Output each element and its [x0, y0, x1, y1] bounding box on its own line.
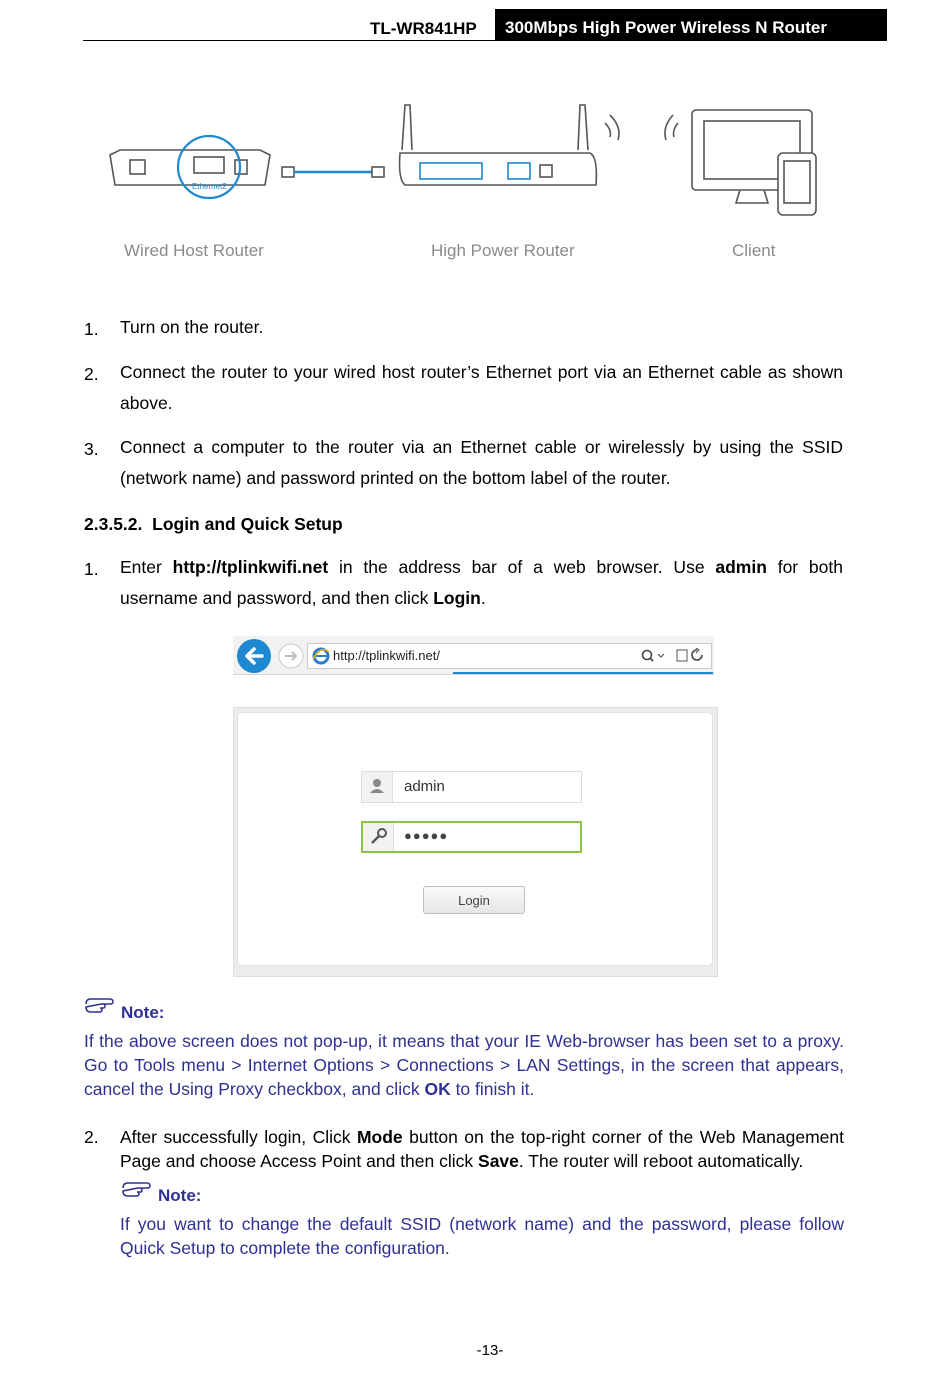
label-client: Client — [732, 241, 776, 260]
step-number: 1. — [84, 559, 99, 579]
pointing-hand-icon — [121, 1180, 151, 1198]
search-icon — [643, 651, 654, 662]
step-text: Connect the router to your wired host router’s Ethernet port via an Ethernet cable as shown above. — [120, 362, 843, 413]
url-bold: http://tplinkwifi.net — [172, 557, 329, 577]
header-rule — [83, 40, 887, 41]
address-underline — [453, 672, 713, 674]
note-title: Note: — [121, 1003, 165, 1022]
key-icon-box — [363, 823, 394, 851]
section-title: Login and Quick Setup — [152, 514, 343, 534]
page-number: -13- — [476, 1342, 504, 1359]
client-devices-icon — [692, 110, 816, 215]
note-text: If you want to change the default SSID (network name) and the password, please follow Quick Setup to complete the configuration. — [120, 1214, 844, 1258]
step-number: 1. — [84, 319, 99, 339]
manual-model-name: TL-WR841HP — [370, 19, 477, 38]
user-icon-box — [362, 772, 393, 802]
step-text: Enter http://tplinkwifi.net in the address bar of a web browser. Use admin for both username and password, and then click Login. — [120, 557, 843, 608]
note-text: If the above screen does not pop-up, it means that your IE Web-browser has been set to a proxy. Go to Tools menu > Internet Options > Connections > LAN Settings, in the screen that appears, cancel the Using Proxy checkbox, and click OK to finish it. — [84, 1031, 844, 1099]
step-number: 2. — [84, 1127, 99, 1147]
wifi-signal-icon — [605, 115, 678, 140]
label-wired-host-router: Wired Host Router — [124, 241, 264, 260]
password-value: ●●●●● — [404, 828, 449, 843]
step-text: Connect a computer to the router via an Ethernet cable or wirelessly by using the SSID (network name) and password printed on the bottom label of the router. — [120, 437, 843, 488]
login-button[interactable]: Login — [423, 886, 525, 914]
pointing-hand-icon — [84, 996, 114, 1014]
username-field[interactable] — [361, 771, 582, 803]
port-label: Ethernet2 — [192, 182, 227, 191]
user-icon — [362, 772, 392, 802]
login-bold: Login — [433, 588, 481, 608]
note-title: Note: — [158, 1186, 202, 1205]
host-router-icon — [110, 150, 270, 185]
ok-bold: OK — [424, 1079, 451, 1099]
back-arrow-icon[interactable] — [236, 638, 272, 674]
step-number: 2. — [84, 364, 99, 384]
key-icon — [363, 823, 393, 851]
address-bar-url: http://tplinkwifi.net/ — [333, 648, 440, 663]
section-heading — [84, 514, 343, 535]
step-number: 3. — [84, 439, 99, 459]
username-bold: admin — [715, 557, 767, 577]
step-text: Turn on the router. — [120, 317, 264, 337]
save-bold: Save — [478, 1151, 519, 1171]
ie-logo-icon — [312, 647, 330, 665]
high-power-router-icon — [400, 105, 597, 185]
ethernet-cable-icon — [282, 167, 294, 177]
forward-arrow-icon[interactable] — [278, 643, 304, 669]
step-text: After successfully login, Click Mode button on the top-right corner of the Web Management Page and choose Access Point and then click Save. The router will reboot automatically. — [120, 1127, 844, 1171]
section-number: 2.3.5.2. — [84, 514, 143, 534]
mode-bold: Mode — [356, 1127, 403, 1147]
address-bar-tools — [640, 648, 706, 664]
refresh-icon — [692, 648, 702, 660]
username-value: admin — [404, 778, 445, 795]
password-field[interactable] — [361, 821, 582, 853]
connection-diagram — [100, 95, 840, 230]
manual-product-title: 300Mbps High Power Wireless N Router — [495, 9, 887, 41]
label-high-power-router: High Power Router — [431, 241, 575, 260]
